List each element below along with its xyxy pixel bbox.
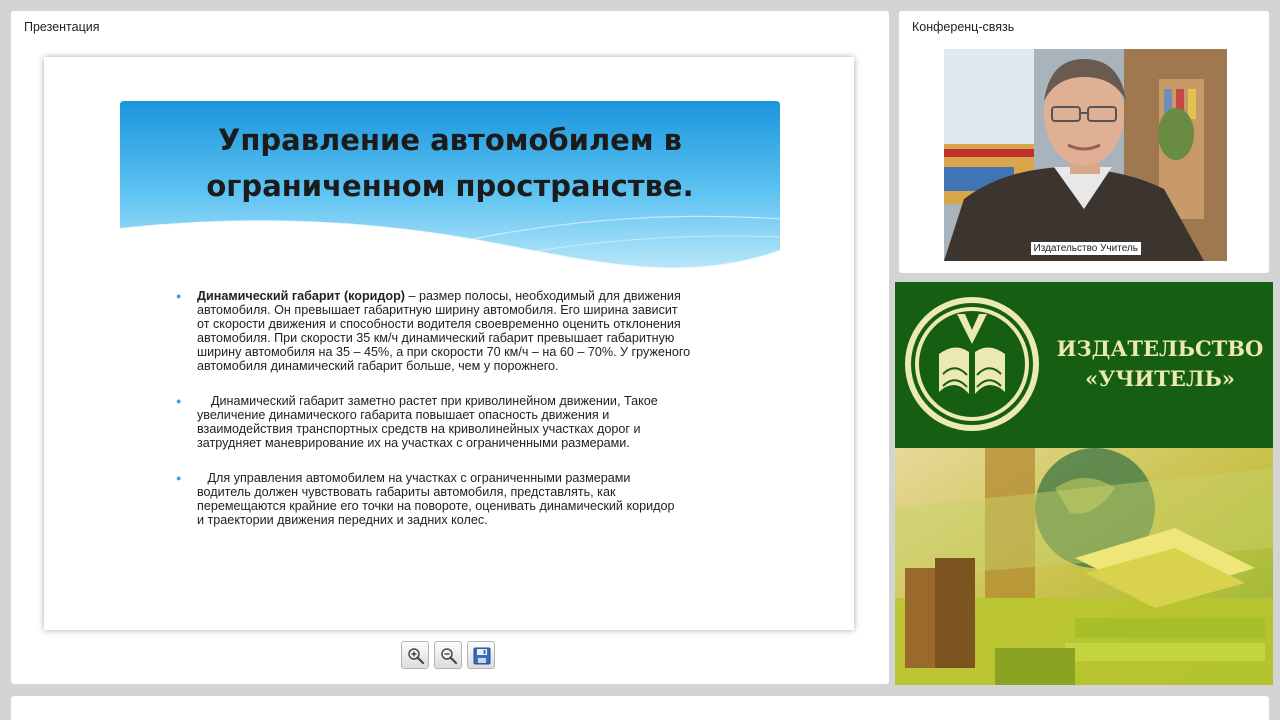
publisher-banner-photo [895, 448, 1273, 685]
bullet-3-line-2: водитель должен чувствовать габариты автомобиля, представлять, как [197, 485, 616, 499]
zoom-in-icon [407, 647, 425, 665]
video-participant-label: Издательство Учитель [1031, 242, 1141, 255]
slide-title-line-1: Управление автомобилем в [217, 123, 682, 157]
bullet-2-line-3: взаимодействия транспортных средств на криволинейных участках дорог и [197, 422, 641, 436]
bullet-1-line-5: ширину автомобиля на 35 – 45%, а при скорости 70 км/ч – на 60 – 70%. У груженого [197, 345, 691, 359]
slide-bullet-3 [174, 471, 734, 527]
slide-bullet-1 [174, 289, 734, 373]
slide-title [120, 117, 780, 209]
bullet-3-line-3: перемещаются крайние его точки на повороте, оценивать динамический коридор [197, 499, 675, 513]
floppy-disk-icon [473, 647, 491, 665]
bullet-1-line-1: – размер полосы, необходимый для движения [405, 289, 681, 303]
presentation-panel [11, 11, 889, 684]
publisher-name-line-2: «УЧИТЕЛЬ» [1085, 366, 1235, 391]
publisher-name-line-1: ИЗДАТЕЛЬСТВО [1056, 336, 1264, 361]
bullet-dot-icon: ● [176, 473, 182, 483]
bullet-dot-icon: ● [176, 291, 182, 301]
bullet-dot-icon: ● [176, 396, 182, 406]
bullet-1-line-6: автомобиля динамический габарит больше, чем у порожнего. [197, 359, 559, 373]
bullet-3-line-1: Для управления автомобилем на участках с ограниченными размерами [197, 471, 631, 485]
bullet-1-term: Динамический габарит (коридор) [197, 289, 405, 303]
bullet-3-line-4: и траектории движения передних и задних колес. [197, 513, 488, 527]
slide-title-line-2: ограниченном пространстве. [206, 169, 694, 203]
video-feed[interactable] [944, 49, 1227, 261]
conference-panel-title: Конференц-связь [912, 20, 1015, 34]
bullet-1-line-3: от скорости движения и способности водителя своевременно оценить отклонения [197, 317, 681, 331]
books-globe-image [895, 448, 1273, 685]
slide-title-banner [120, 101, 780, 276]
zoom-in-button[interactable] [401, 641, 429, 669]
save-button[interactable] [467, 641, 495, 669]
slide-bullet-2 [174, 394, 734, 450]
bullet-2-line-4: затрудняет маневрирование их на участках с ограниченными размерами. [197, 436, 630, 450]
bullet-1-line-4: автомобиля. При скорости 35 км/ч динамический габарит превышает габаритную [197, 331, 675, 345]
slide [44, 57, 854, 630]
publisher-banner [895, 282, 1273, 685]
presentation-panel-title: Презентация [24, 20, 100, 34]
publisher-logo-icon [895, 282, 1055, 448]
slide-bullet-list [174, 289, 734, 527]
publisher-name [1055, 334, 1265, 394]
bullet-1-line-2: автомобиля. Он превышает габаритную ширину автомобиля. Его ширина зависит [197, 303, 678, 317]
publisher-banner-top [895, 282, 1273, 448]
bottom-panel [11, 696, 1269, 720]
webcam-image [944, 49, 1227, 261]
bullet-2-line-2: увеличение динамического габарита повышает опасность движения и [197, 408, 610, 422]
bullet-2-line-1: Динамический габарит заметно растет при криволинейном движении, Такое [197, 394, 658, 408]
zoom-out-icon [440, 647, 458, 665]
zoom-out-button[interactable] [434, 641, 462, 669]
conference-panel [899, 11, 1269, 273]
